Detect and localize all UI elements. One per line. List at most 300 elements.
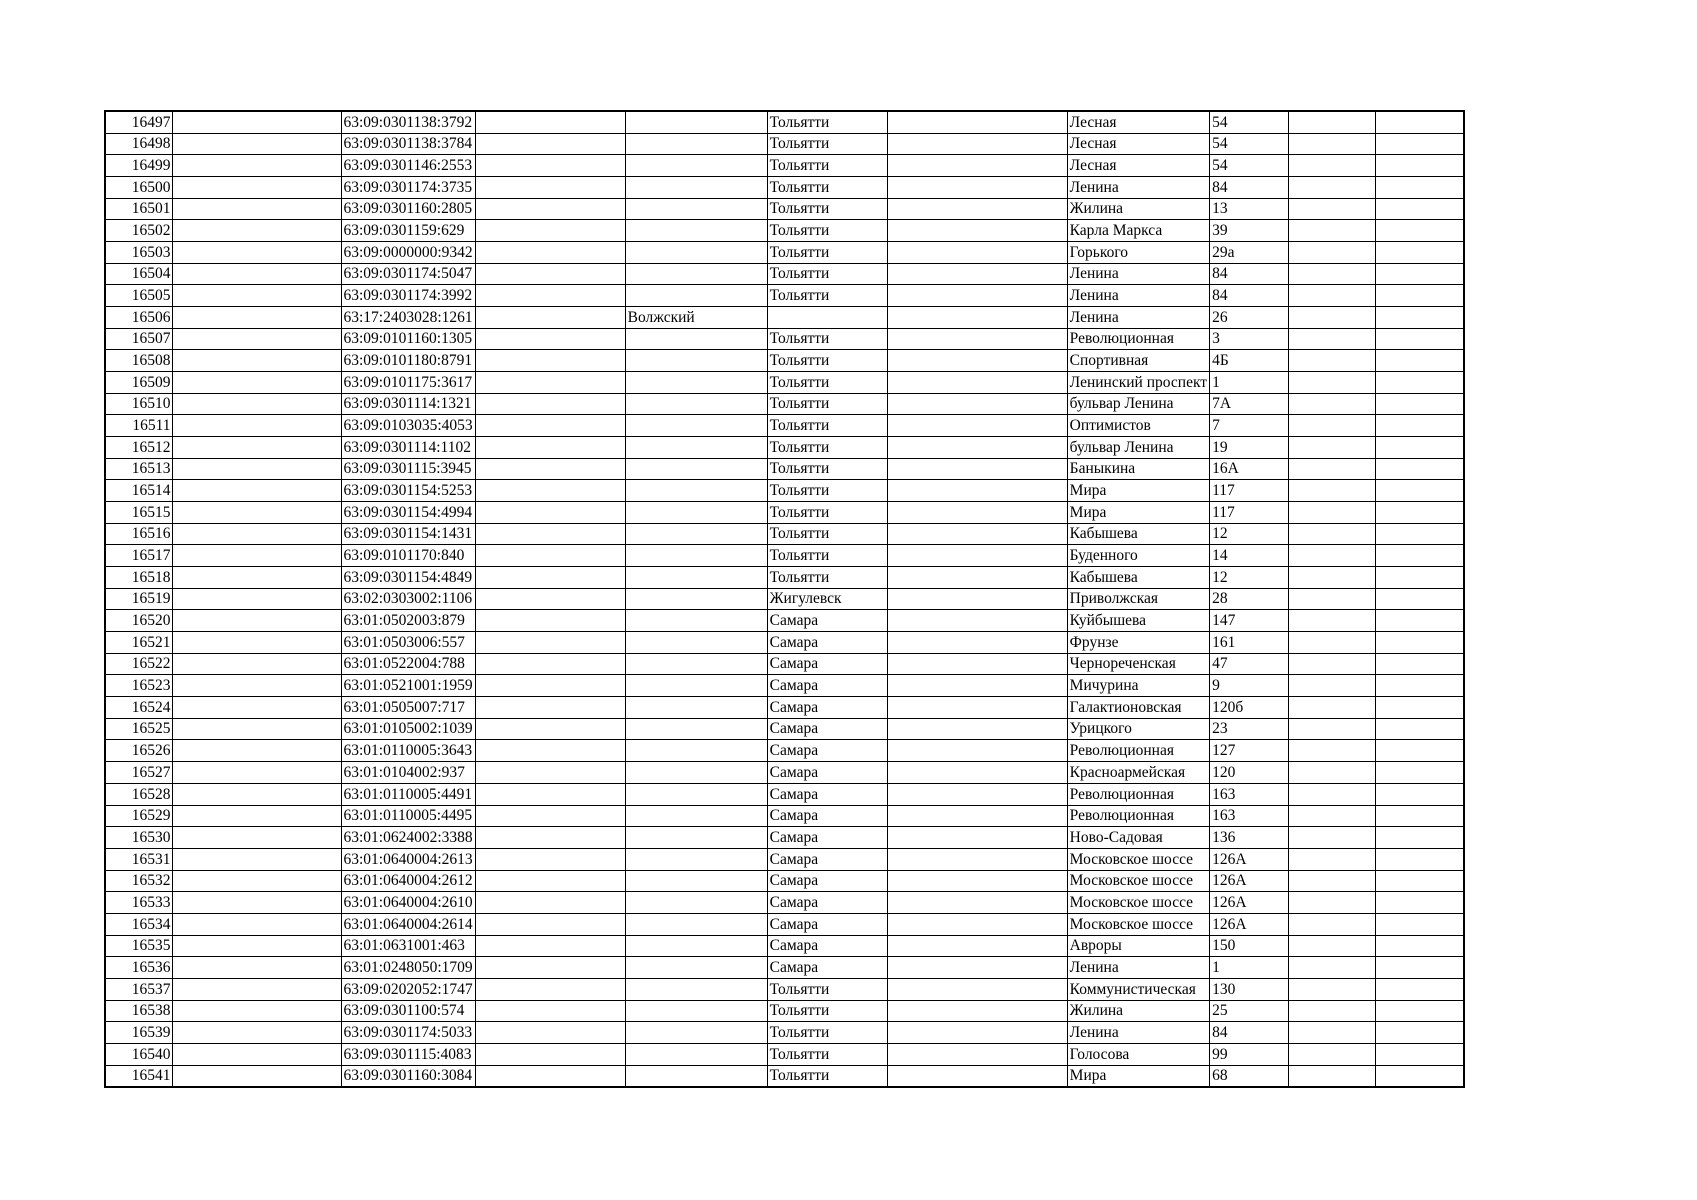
row-number-cell: 16521: [105, 632, 172, 654]
table-row: [105, 632, 1464, 654]
city-cell: Самара: [767, 610, 887, 632]
empty-cell: [1289, 155, 1376, 177]
row-number-cell: 16532: [105, 870, 172, 892]
street-cell: Ленинский проспект: [1067, 372, 1209, 394]
row-number-cell: 16505: [105, 285, 172, 307]
empty-cell: [1376, 610, 1464, 632]
house-number-cell: 25: [1210, 1000, 1289, 1022]
empty-cell: [887, 155, 1067, 177]
street-cell: Баныкина: [1067, 458, 1209, 480]
empty-cell: [475, 870, 625, 892]
district-cell: [625, 827, 767, 849]
empty-cell: [475, 1022, 625, 1044]
empty-cell: [1289, 870, 1376, 892]
row-number-cell: 16515: [105, 502, 172, 524]
empty-cell: [475, 675, 625, 697]
district-cell: [625, 263, 767, 285]
cadastral-number-cell: 63:09:0000000:9342: [341, 242, 475, 264]
row-number-cell: 16504: [105, 263, 172, 285]
district-cell: [625, 523, 767, 545]
cadastral-number-cell: 63:01:0502003:879: [341, 610, 475, 632]
empty-cell: [1376, 762, 1464, 784]
empty-cell: [475, 242, 625, 264]
empty-cell: [887, 502, 1067, 524]
table-row: [105, 242, 1464, 264]
district-cell: [625, 415, 767, 437]
district-cell: [625, 892, 767, 914]
cadastral-number-cell: 63:01:0640004:2612: [341, 870, 475, 892]
empty-cell: [887, 783, 1067, 805]
empty-cell: [475, 133, 625, 155]
empty-cell: [475, 827, 625, 849]
table-row: [105, 978, 1464, 1000]
cadastral-number-cell: 63:09:0301160:3084: [341, 1065, 475, 1087]
table-row: [105, 285, 1464, 307]
street-cell: Революционная: [1067, 328, 1209, 350]
empty-cell: [172, 697, 341, 719]
empty-cell: [887, 285, 1067, 307]
house-number-cell: 150: [1210, 935, 1289, 957]
city-cell: Тольятти: [767, 242, 887, 264]
city-cell: [767, 307, 887, 329]
cadastral-number-cell: 63:01:0104002:937: [341, 762, 475, 784]
empty-cell: [887, 762, 1067, 784]
empty-cell: [1289, 935, 1376, 957]
empty-cell: [1376, 805, 1464, 827]
street-cell: Ленина: [1067, 285, 1209, 307]
table-row: [105, 848, 1464, 870]
empty-cell: [887, 870, 1067, 892]
city-cell: Тольятти: [767, 480, 887, 502]
empty-cell: [475, 610, 625, 632]
empty-cell: [1289, 1022, 1376, 1044]
empty-cell: [1289, 653, 1376, 675]
empty-cell: [475, 545, 625, 567]
empty-cell: [887, 1043, 1067, 1065]
empty-cell: [1289, 1065, 1376, 1087]
empty-cell: [887, 718, 1067, 740]
cadastral-number-cell: 63:01:0521001:1959: [341, 675, 475, 697]
empty-cell: [887, 1022, 1067, 1044]
row-number-cell: 16538: [105, 1000, 172, 1022]
house-number-cell: 117: [1210, 502, 1289, 524]
district-cell: [625, 133, 767, 155]
city-cell: Самара: [767, 653, 887, 675]
empty-cell: [887, 133, 1067, 155]
district-cell: [625, 1022, 767, 1044]
row-number-cell: 16533: [105, 892, 172, 914]
empty-cell: [1376, 848, 1464, 870]
empty-cell: [887, 198, 1067, 220]
empty-cell: [887, 913, 1067, 935]
empty-cell: [1289, 892, 1376, 914]
empty-cell: [1289, 675, 1376, 697]
empty-cell: [1376, 653, 1464, 675]
table-row: [105, 437, 1464, 459]
empty-cell: [1376, 285, 1464, 307]
empty-cell: [1289, 307, 1376, 329]
district-cell: [625, 675, 767, 697]
empty-cell: [172, 177, 341, 199]
table-row: [105, 1000, 1464, 1022]
street-cell: Революционная: [1067, 783, 1209, 805]
empty-cell: [887, 523, 1067, 545]
empty-cell: [172, 545, 341, 567]
street-cell: Мира: [1067, 502, 1209, 524]
city-cell: Самара: [767, 805, 887, 827]
cadastral-number-cell: 63:09:0301115:3945: [341, 458, 475, 480]
city-cell: Тольятти: [767, 1000, 887, 1022]
empty-cell: [172, 458, 341, 480]
district-cell: [625, 957, 767, 979]
cadastral-number-cell: 63:09:0202052:1747: [341, 978, 475, 1000]
house-number-cell: 84: [1210, 1022, 1289, 1044]
empty-cell: [1376, 783, 1464, 805]
empty-cell: [887, 437, 1067, 459]
city-cell: Тольятти: [767, 155, 887, 177]
table-row: [105, 220, 1464, 242]
row-number-cell: 16511: [105, 415, 172, 437]
empty-cell: [172, 978, 341, 1000]
cadastral-number-cell: 63:01:0505007:717: [341, 697, 475, 719]
street-cell: Ленина: [1067, 957, 1209, 979]
district-cell: [625, 588, 767, 610]
row-number-cell: 16503: [105, 242, 172, 264]
empty-cell: [1289, 220, 1376, 242]
table-body: [105, 111, 1464, 1087]
district-cell: [625, 632, 767, 654]
empty-cell: [475, 111, 625, 133]
empty-cell: [172, 892, 341, 914]
city-cell: Тольятти: [767, 523, 887, 545]
empty-cell: [1376, 263, 1464, 285]
empty-cell: [475, 458, 625, 480]
table-row: [105, 957, 1464, 979]
district-cell: [625, 328, 767, 350]
cadastral-number-cell: 63:09:0301154:4849: [341, 567, 475, 589]
empty-cell: [172, 220, 341, 242]
cadastral-number-cell: 63:09:0301115:4083: [341, 1043, 475, 1065]
table-row: [105, 913, 1464, 935]
cadastral-number-cell: 63:01:0624002:3388: [341, 827, 475, 849]
district-cell: [625, 567, 767, 589]
house-number-cell: 1: [1210, 957, 1289, 979]
empty-cell: [1289, 242, 1376, 264]
house-number-cell: 7А: [1210, 393, 1289, 415]
street-cell: Оптимистов: [1067, 415, 1209, 437]
street-cell: Урицкого: [1067, 718, 1209, 740]
empty-cell: [887, 263, 1067, 285]
empty-cell: [1289, 393, 1376, 415]
city-cell: Тольятти: [767, 437, 887, 459]
table-row: [105, 1043, 1464, 1065]
row-number-cell: 16509: [105, 372, 172, 394]
empty-cell: [887, 307, 1067, 329]
empty-cell: [475, 653, 625, 675]
empty-cell: [887, 328, 1067, 350]
empty-cell: [1289, 718, 1376, 740]
city-cell: Самара: [767, 675, 887, 697]
district-cell: [625, 350, 767, 372]
empty-cell: [475, 198, 625, 220]
row-number-cell: 16522: [105, 653, 172, 675]
row-number-cell: 16523: [105, 675, 172, 697]
empty-cell: [1376, 502, 1464, 524]
city-cell: Тольятти: [767, 1043, 887, 1065]
city-cell: Тольятти: [767, 415, 887, 437]
empty-cell: [1289, 415, 1376, 437]
row-number-cell: 16497: [105, 111, 172, 133]
empty-cell: [887, 1000, 1067, 1022]
table-row: [105, 393, 1464, 415]
empty-cell: [1376, 892, 1464, 914]
table-row: [105, 805, 1464, 827]
house-number-cell: 126А: [1210, 870, 1289, 892]
empty-cell: [1376, 697, 1464, 719]
row-number-cell: 16519: [105, 588, 172, 610]
district-cell: [625, 480, 767, 502]
empty-cell: [172, 610, 341, 632]
street-cell: Буденного: [1067, 545, 1209, 567]
cadastral-number-cell: 63:09:0301174:5047: [341, 263, 475, 285]
empty-cell: [475, 740, 625, 762]
city-cell: Самара: [767, 827, 887, 849]
empty-cell: [172, 415, 341, 437]
table-row: [105, 458, 1464, 480]
row-number-cell: 16514: [105, 480, 172, 502]
house-number-cell: 28: [1210, 588, 1289, 610]
empty-cell: [172, 567, 341, 589]
empty-cell: [1376, 198, 1464, 220]
district-cell: [625, 111, 767, 133]
row-number-cell: 16518: [105, 567, 172, 589]
house-number-cell: 136: [1210, 827, 1289, 849]
empty-cell: [1376, 133, 1464, 155]
cadastral-number-cell: 63:17:2403028:1261: [341, 307, 475, 329]
row-number-cell: 16537: [105, 978, 172, 1000]
cadastral-number-cell: 63:01:0110005:4491: [341, 783, 475, 805]
city-cell: Тольятти: [767, 393, 887, 415]
row-number-cell: 16526: [105, 740, 172, 762]
table-row: [105, 155, 1464, 177]
table-row: [105, 1065, 1464, 1087]
house-number-cell: 163: [1210, 805, 1289, 827]
registry-table: [104, 110, 1465, 1088]
district-cell: [625, 545, 767, 567]
city-cell: Тольятти: [767, 328, 887, 350]
empty-cell: [1289, 111, 1376, 133]
empty-cell: [172, 870, 341, 892]
table-row: [105, 415, 1464, 437]
empty-cell: [475, 480, 625, 502]
empty-cell: [887, 242, 1067, 264]
empty-cell: [887, 372, 1067, 394]
district-cell: [625, 848, 767, 870]
empty-cell: [475, 523, 625, 545]
empty-cell: [887, 892, 1067, 914]
city-cell: Тольятти: [767, 1065, 887, 1087]
city-cell: Тольятти: [767, 111, 887, 133]
empty-cell: [475, 913, 625, 935]
empty-cell: [1289, 502, 1376, 524]
empty-cell: [172, 350, 341, 372]
empty-cell: [887, 393, 1067, 415]
empty-cell: [475, 892, 625, 914]
row-number-cell: 16530: [105, 827, 172, 849]
row-number-cell: 16506: [105, 307, 172, 329]
cadastral-number-cell: 63:01:0640004:2614: [341, 913, 475, 935]
empty-cell: [1289, 848, 1376, 870]
empty-cell: [172, 783, 341, 805]
row-number-cell: 16501: [105, 198, 172, 220]
empty-cell: [1289, 827, 1376, 849]
empty-cell: [887, 653, 1067, 675]
row-number-cell: 16528: [105, 783, 172, 805]
empty-cell: [172, 328, 341, 350]
table-row: [105, 675, 1464, 697]
cadastral-number-cell: 63:09:0301154:1431: [341, 523, 475, 545]
empty-cell: [475, 783, 625, 805]
city-cell: Тольятти: [767, 1022, 887, 1044]
table-row: [105, 198, 1464, 220]
empty-cell: [172, 1043, 341, 1065]
street-cell: Мичурина: [1067, 675, 1209, 697]
table-row: [105, 718, 1464, 740]
empty-cell: [1376, 393, 1464, 415]
cadastral-number-cell: 63:09:0301154:5253: [341, 480, 475, 502]
street-cell: Революционная: [1067, 805, 1209, 827]
city-cell: Самара: [767, 740, 887, 762]
street-cell: Мира: [1067, 1065, 1209, 1087]
empty-cell: [1376, 177, 1464, 199]
city-cell: Тольятти: [767, 133, 887, 155]
district-cell: [625, 155, 767, 177]
empty-cell: [172, 285, 341, 307]
row-number-cell: 16516: [105, 523, 172, 545]
house-number-cell: 99: [1210, 1043, 1289, 1065]
empty-cell: [1376, 740, 1464, 762]
row-number-cell: 16535: [105, 935, 172, 957]
empty-cell: [172, 1000, 341, 1022]
table-row: [105, 740, 1464, 762]
empty-cell: [475, 805, 625, 827]
empty-cell: [1376, 155, 1464, 177]
row-number-cell: 16507: [105, 328, 172, 350]
house-number-cell: 54: [1210, 133, 1289, 155]
empty-cell: [172, 393, 341, 415]
empty-cell: [1376, 935, 1464, 957]
city-cell: Самара: [767, 848, 887, 870]
house-number-cell: 120б: [1210, 697, 1289, 719]
cadastral-number-cell: 63:09:0301138:3792: [341, 111, 475, 133]
street-cell: бульвар Ленина: [1067, 393, 1209, 415]
city-cell: Самара: [767, 870, 887, 892]
table-row: [105, 177, 1464, 199]
district-cell: [625, 437, 767, 459]
house-number-cell: 120: [1210, 762, 1289, 784]
empty-cell: [475, 220, 625, 242]
empty-cell: [1376, 632, 1464, 654]
district-cell: [625, 458, 767, 480]
district-cell: [625, 978, 767, 1000]
district-cell: [625, 285, 767, 307]
house-number-cell: 130: [1210, 978, 1289, 1000]
empty-cell: [475, 155, 625, 177]
empty-cell: [475, 1000, 625, 1022]
empty-cell: [475, 567, 625, 589]
empty-cell: [1376, 307, 1464, 329]
house-number-cell: 127: [1210, 740, 1289, 762]
city-cell: Самара: [767, 697, 887, 719]
row-number-cell: 16541: [105, 1065, 172, 1087]
empty-cell: [1289, 567, 1376, 589]
table-row: [105, 935, 1464, 957]
empty-cell: [887, 805, 1067, 827]
empty-cell: [1376, 913, 1464, 935]
street-cell: Московское шоссе: [1067, 870, 1209, 892]
empty-cell: [475, 285, 625, 307]
empty-cell: [1289, 545, 1376, 567]
city-cell: Самара: [767, 935, 887, 957]
street-cell: Спортивная: [1067, 350, 1209, 372]
empty-cell: [475, 372, 625, 394]
street-cell: Мира: [1067, 480, 1209, 502]
district-cell: [625, 198, 767, 220]
cadastral-number-cell: 63:09:0301114:1321: [341, 393, 475, 415]
house-number-cell: 126А: [1210, 848, 1289, 870]
empty-cell: [172, 242, 341, 264]
house-number-cell: 13: [1210, 198, 1289, 220]
city-cell: Тольятти: [767, 350, 887, 372]
table-row: [105, 545, 1464, 567]
street-cell: Жилина: [1067, 198, 1209, 220]
district-cell: [625, 740, 767, 762]
table-row: [105, 588, 1464, 610]
city-cell: Жигулевск: [767, 588, 887, 610]
empty-cell: [172, 133, 341, 155]
empty-cell: [172, 827, 341, 849]
empty-cell: [1376, 458, 1464, 480]
street-cell: Ново-Садовая: [1067, 827, 1209, 849]
cadastral-number-cell: 63:09:0301100:574: [341, 1000, 475, 1022]
table-row: [105, 762, 1464, 784]
empty-cell: [887, 480, 1067, 502]
cadastral-number-cell: 63:09:0301154:4994: [341, 502, 475, 524]
district-cell: [625, 610, 767, 632]
empty-cell: [1376, 415, 1464, 437]
empty-cell: [172, 502, 341, 524]
empty-cell: [1376, 220, 1464, 242]
city-cell: Тольятти: [767, 220, 887, 242]
empty-cell: [1289, 372, 1376, 394]
city-cell: Тольятти: [767, 372, 887, 394]
empty-cell: [1289, 480, 1376, 502]
house-number-cell: 9: [1210, 675, 1289, 697]
row-number-cell: 16525: [105, 718, 172, 740]
cadastral-number-cell: 63:01:0248050:1709: [341, 957, 475, 979]
empty-cell: [1289, 913, 1376, 935]
house-number-cell: 23: [1210, 718, 1289, 740]
empty-cell: [1376, 1065, 1464, 1087]
district-cell: [625, 1065, 767, 1087]
street-cell: Приволжская: [1067, 588, 1209, 610]
table-row: [105, 328, 1464, 350]
district-cell: [625, 913, 767, 935]
row-number-cell: 16531: [105, 848, 172, 870]
table-row: [105, 111, 1464, 133]
cadastral-number-cell: 63:01:0110005:3643: [341, 740, 475, 762]
empty-cell: [172, 372, 341, 394]
